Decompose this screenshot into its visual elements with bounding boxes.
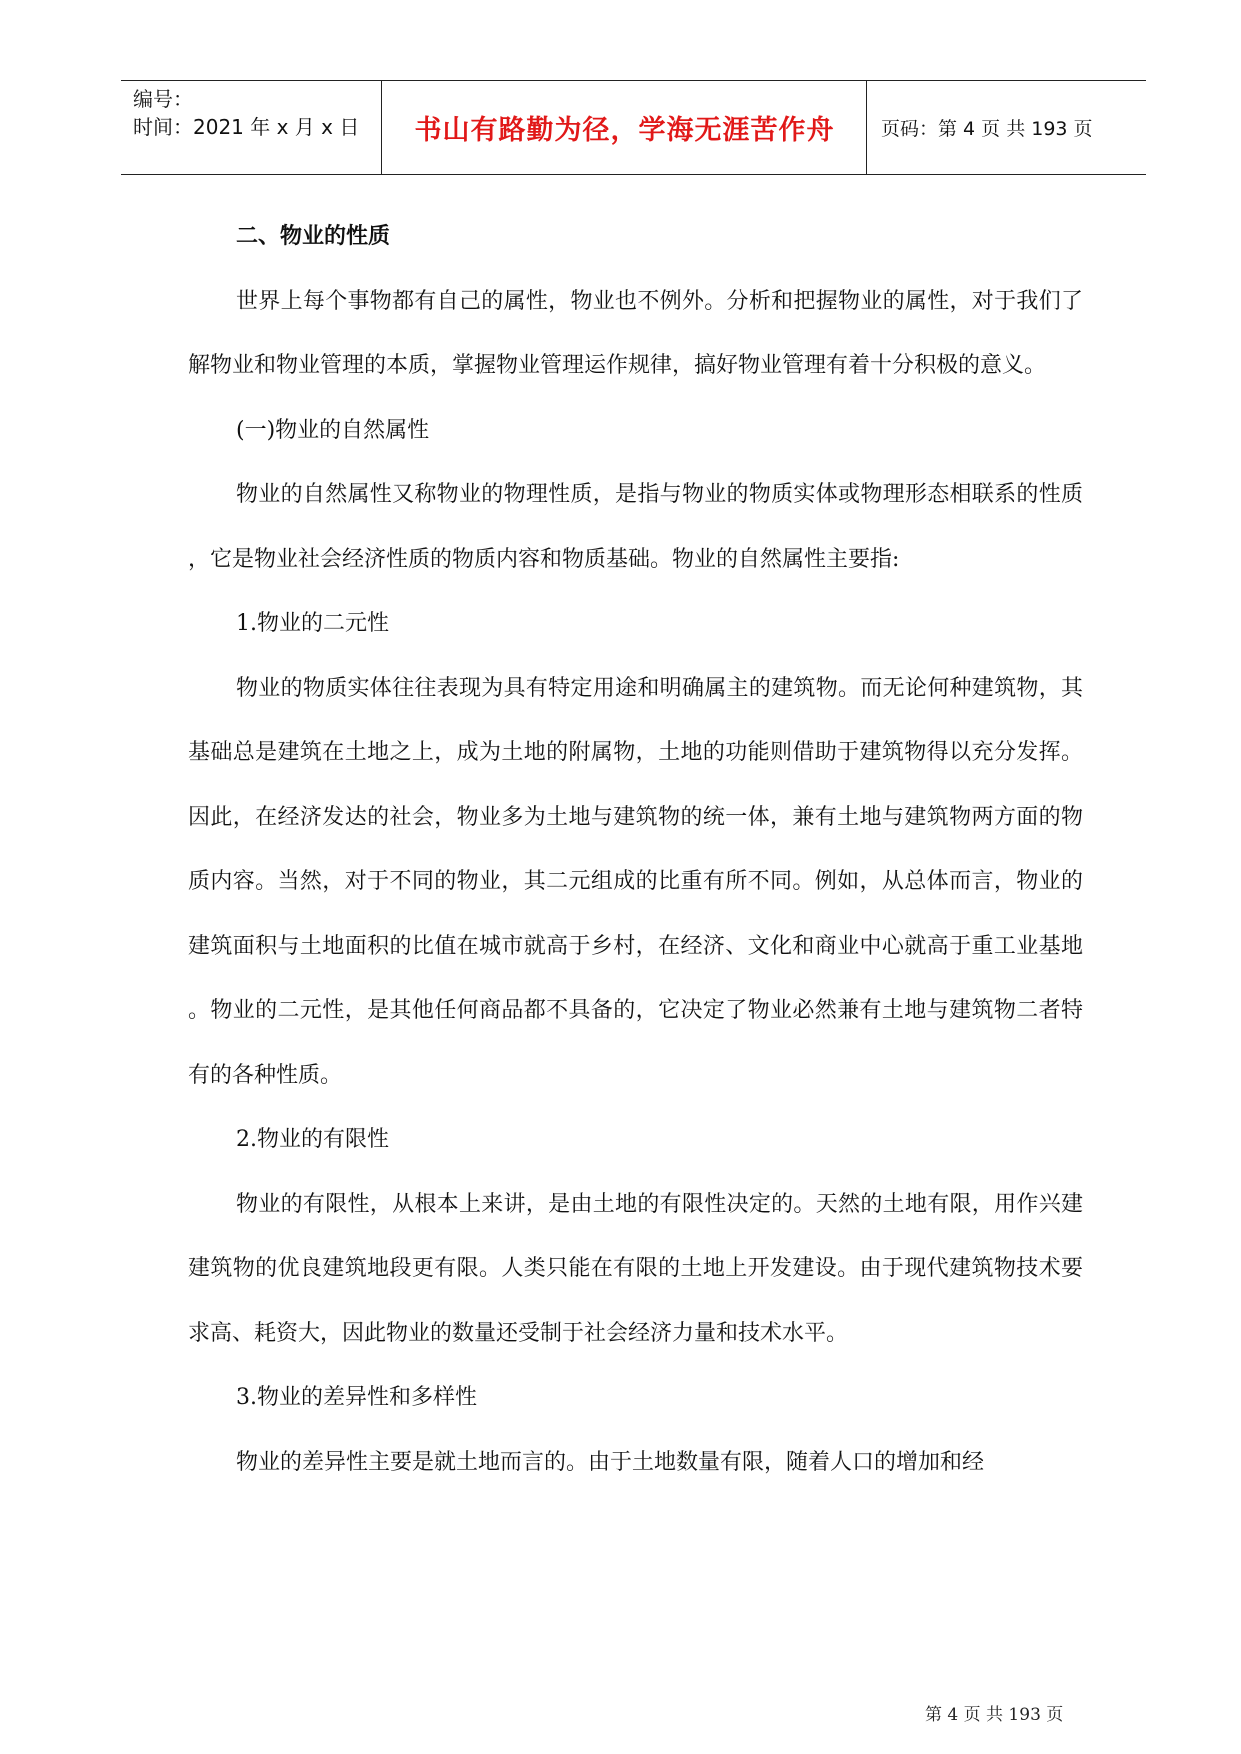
- paragraph: 物业的有限性，从根本上来讲，是由土地的有限性决定的。天然的土地有限，用作兴建 建筑物的优良建筑地段更有限。人类只能在有限的土地上开发建设。由于现代建筑物技术要求高、耗资大，因此物业的数量还受制于社会经济力量和技术水平。: [188, 1191, 1083, 1346]
- item-heading: 2.物业的有限性: [236, 1127, 389, 1152]
- time-label: 时间：2021 年 x 月 x 日: [133, 115, 360, 139]
- page-footer: 第 4 页 共 193 页: [925, 1705, 1064, 1725]
- document-body: [188, 205, 1083, 1495]
- item-heading: 1.物业的二元性: [236, 611, 389, 636]
- paragraph: 世界上每个事物都有自己的属性，物业也不例外。分析和把握物业的属性，对于我们了 解物业和物业管理的本质，掌握物业管理运作规律，搞好物业管理有着十分积极的意义。: [188, 288, 1083, 378]
- page-header: [121, 80, 1146, 175]
- number-label: 编号：: [133, 87, 193, 111]
- section-heading: 二、物业的性质: [236, 224, 391, 249]
- header-motto: 书山有路勤为径，学海无涯苦作舟: [414, 115, 835, 146]
- header-divider: [866, 81, 867, 174]
- paragraph: 物业的差异性主要是就土地而言的。由于土地数量有限，随着人口的增加和经: [236, 1449, 985, 1475]
- item-heading: 3.物业的差异性和多样性: [236, 1385, 477, 1410]
- header-meta: [133, 85, 383, 141]
- header-divider: [381, 81, 382, 174]
- subsection-heading: (一)物业的自然属性: [236, 417, 430, 443]
- header-page-info: 页码：第 4 页 共 193 页: [881, 118, 1093, 140]
- paragraph: 物业的物质实体往往表现为具有特定用途和明确属主的建筑物。而无论何种建筑物，其 基础总是建筑在土地之上，成为土地的附属物，土地的功能则借助于建筑物得以充分发挥。因此，在经济发达的社会，物业多为土地与建筑物的统一体，兼有土地与建筑物两方面的物 质内容。当然，对于不同的物业，其二元组成的比重有所不同。例如，从总体而言，物业的建筑面积与土地面积的比值在城市就高于乡村，在经济、文化和商业中心就高于重工业基地 。物业的二元性，是其他任何商品都不具备的，它决定了物业必然兼有土地与建筑物二者特有的各种性质。: [188, 675, 1083, 1088]
- paragraph: 物业的自然属性又称物业的物理性质，是指与物业的物质实体或物理形态相联系的性质 ，它是物业社会经济性质的物质内容和物质基础。物业的自然属性主要指:: [188, 482, 1083, 572]
